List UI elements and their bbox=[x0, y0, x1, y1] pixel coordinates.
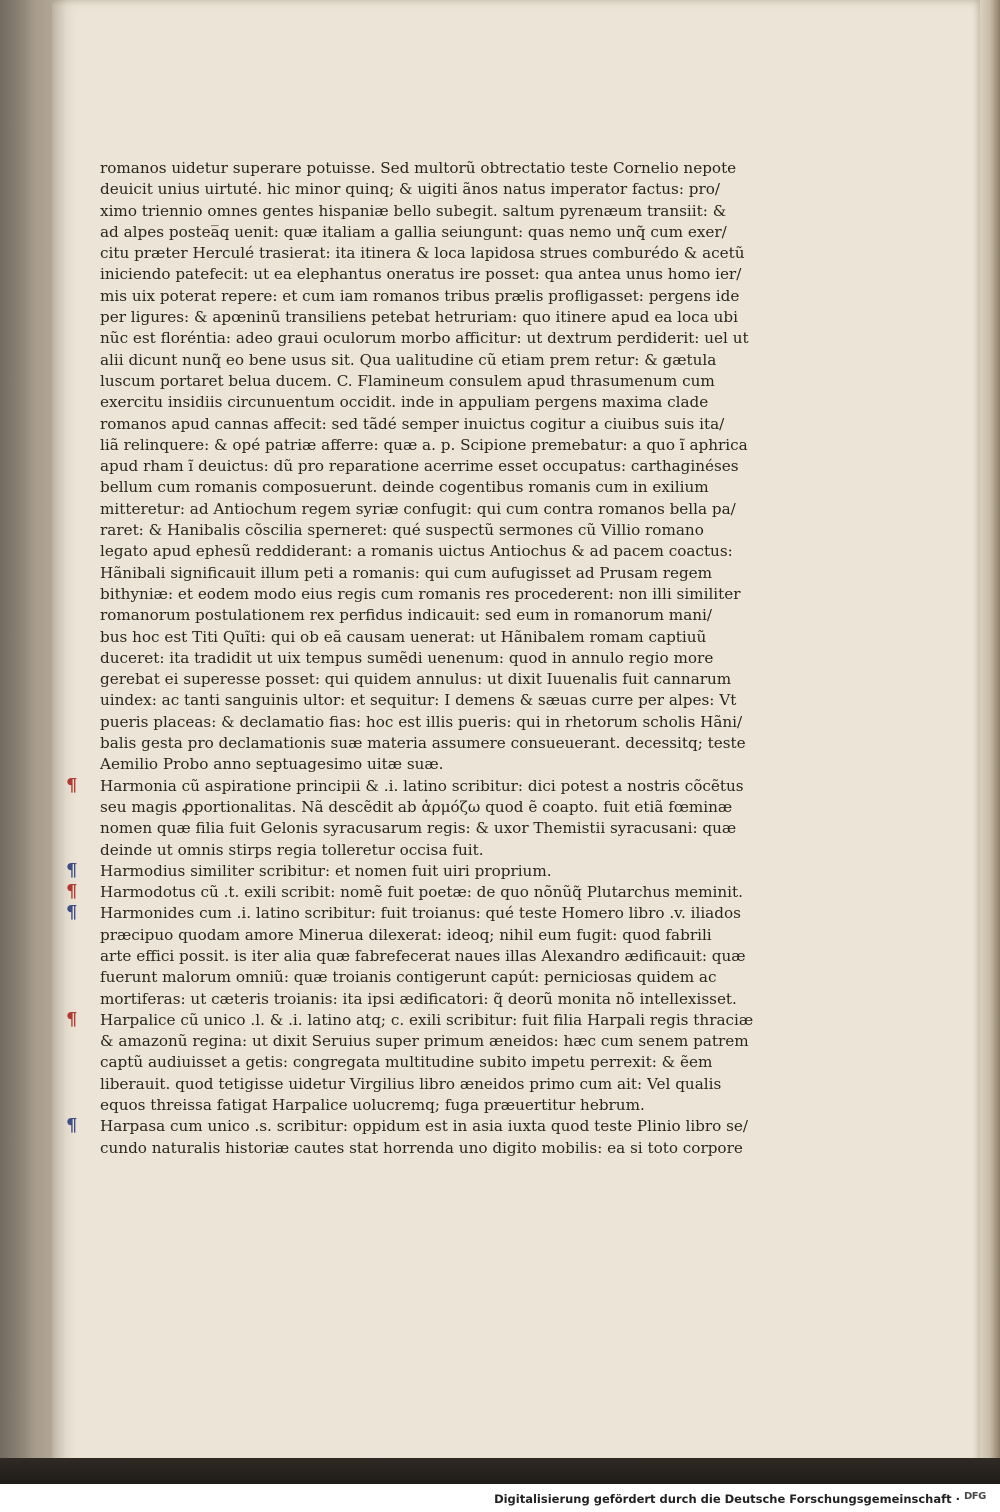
entry-line: nomen quæ filia fuit Gelonis syracusarum regis: & uxor Themistii syracusani: quæ bbox=[100, 819, 737, 838]
text-line: uindex: ac tanti sanguinis ultor: et sequitur: I demens & sæuas curre per alpes: Vt bbox=[100, 691, 737, 710]
text-line: Hãnibali significauit illum peti a romanis: qui cum aufugisset ad Prusam regem bbox=[100, 563, 713, 582]
paragraph-mark-icon: ¶ bbox=[66, 859, 78, 881]
text-line: deuicit unius uirtuté. hic minor quinq; & uigiti ãnos natus imperator factus: pro/ bbox=[100, 180, 721, 199]
text-line: exercitu insidiis circunuentum occidit. inde in appuliam pergens maxima clade bbox=[100, 393, 709, 412]
entry-text: Harmonides cum .i. latino scribitur: fuit troianus: qué teste Homero libro .v. iliados bbox=[100, 904, 741, 923]
text-line: bus hoc est Titi Quĩti: qui ob eã causam uenerat: ut Hãnibalem romam captiuũ bbox=[100, 627, 707, 646]
paragraph-mark-icon: ¶ bbox=[66, 902, 78, 924]
text-line: romanorum postulationem rex perfidus indicauit: sed eum in romanorum mani/ bbox=[100, 606, 713, 625]
entry-line: cundo naturalis historiæ cautes stat horrenda uno digito mobilis: ea si toto corpore bbox=[100, 1138, 743, 1157]
paragraph-mark-icon: ¶ bbox=[66, 1115, 78, 1137]
paragraph-mark-icon: ¶ bbox=[66, 881, 78, 903]
entry-line: equos threissa fatigat Harpalice uolucremq; fuga præuertitur hebrum. bbox=[100, 1096, 645, 1115]
paragraph-mark-icon: ¶ bbox=[66, 774, 78, 796]
text-line: mis uix poterat repere: et cum iam romanos tribus prælis profligasset: pergens ide bbox=[100, 286, 740, 305]
entry-first-line bbox=[66, 1115, 749, 1137]
text-line: gerebat ei superesse posset: qui quidem annulus: ut dixit Iuuenalis fuit cannarum bbox=[100, 670, 732, 689]
text-line: bellum cum romanis composuerunt. deinde cogentibus romanis cum in exilium bbox=[100, 478, 709, 497]
text-line: bithyniæ: et eodem modo eius regis cum romanis res procederent: non illi similiter bbox=[100, 584, 741, 603]
text-line: nũc est floréntia: adeo graui oculorum morbo afficitur: ut dextrum perdiderit: uel ut bbox=[100, 329, 749, 348]
entry-text: Harmodius similiter scribitur: et nomen fuit uiri proprium. bbox=[100, 861, 552, 880]
text-line: romanos apud cannas affecit: sed tãdé semper inuictus cogitur a ciuibus suis ita/ bbox=[100, 414, 725, 433]
text-line: ximo triennio omnes gentes hispaniæ bello subegit. saltum pyrenæum transiit: & bbox=[100, 201, 727, 220]
entry-first-line bbox=[66, 774, 744, 797]
text-line: luscum portaret belua ducem. C. Flamineum consulem apud thrasumenum cum bbox=[100, 371, 715, 390]
text-line: pueris placeas: & declamatio fias: hoc est illis pueris: qui in rhetorum scholis Hãni/ bbox=[100, 712, 743, 731]
entry-text: Harpasa cum unico .s. scribitur: oppidum est in asia iuxta quod teste Plinio libro se/ bbox=[100, 1117, 749, 1136]
digitization-footer bbox=[0, 1484, 1000, 1512]
text-line: per ligures: & apœninũ transiliens petebat hetruriam: quo itinere apud ea loca ubi bbox=[100, 308, 738, 327]
text-line: mitteretur: ad Antiochum regem syriæ confugit: qui cum contra romanos bella pa/ bbox=[100, 499, 736, 518]
main-text-block bbox=[66, 158, 754, 1159]
text-line: duceret: ita tradidit ut uix tempus sumẽdi uenenum: quod in annulo regio more bbox=[100, 648, 714, 667]
entry-line: captũ audiuisset a getis: congregata multitudine subito impetu perrexit: & ẽem bbox=[100, 1053, 713, 1072]
bottom-shadow bbox=[0, 1458, 1000, 1484]
entry-line: mortiferas: ut cæteris troianis: ita ipsi ædificatori: q̃ deorũ monita nõ intellexisset. bbox=[100, 989, 737, 1008]
entry-line: deinde ut omnis stirps regia tolleretur occisa fuit. bbox=[100, 840, 484, 859]
text-line: legato apud ephesũ reddiderant: a romanis uictus Antiochus & ad pacem coactus: bbox=[100, 542, 733, 561]
entry-line: præcipuo quodam amore Minerua dilexerat: ideoq; nihil eum fugit: quod fabrili bbox=[100, 925, 712, 944]
entry-line: arte effici possit. is iter alia quæ fabrefecerat naues illas Alexandro ædificauit: quæ bbox=[100, 946, 746, 965]
entry-text: Harmodotus cũ .t. exili scribit: nomẽ fuit poetæ: de quo nõnũq̃ Plutarchus meminit. bbox=[100, 883, 743, 902]
text-line: romanos uidetur superare potuisse. Sed multorũ obtrectatio teste Cornelio nepote bbox=[100, 159, 737, 177]
entry-text: Harmonia cũ aspiratione principii & .i. latino scribitur: dici potest a nostris cõcẽtus bbox=[100, 776, 744, 795]
paragraph-mark-icon: ¶ bbox=[66, 1008, 78, 1030]
entry-first-line bbox=[66, 1008, 754, 1031]
entry-first-line bbox=[66, 902, 741, 924]
text-line: Aemilio Probo anno septuagesimo uitæ suæ. bbox=[100, 755, 444, 774]
text-line: citu præter Herculé trasierat: ita itinera & loca lapidosa strues comburédo & acetũ bbox=[100, 244, 745, 263]
text-line: ad alpes postea̅q uenit: quæ italiam a gallia seiungunt: quas nemo unq̃ cum exer/ bbox=[100, 222, 727, 241]
text-line: iniciendo patefecit: ut ea elephantus oneratus ire posset: qua antea unus homo ier/ bbox=[100, 265, 742, 284]
footer-credit: Digitalisierung gefördert durch die Deutsche Forschungsgemeinschaft · bbox=[494, 1492, 960, 1506]
entry-text: Harpalice cũ unico .l. & .i. latino atq; c. exili scribitur: fuit filia Harpali regis thraciæ bbox=[100, 1010, 754, 1029]
entry-line: seu magis ꝓportionalitas. Nã descẽdit ab ἁρμόζω quod ẽ coapto. fuit etiã fœminæ bbox=[100, 797, 733, 816]
page-fore-edge bbox=[980, 0, 1000, 1484]
entry-first-line bbox=[66, 859, 700, 882]
entry-first-line bbox=[66, 881, 743, 903]
entry-line: liberauit. quod tetigisse uidetur Virgilius libro æneidos primo cum ait: Vel qualis bbox=[100, 1074, 722, 1093]
text-line: alii dicunt nunq̃ eo bene usus sit. Qua ualitudine cũ etiam prem retur: & gætula bbox=[100, 350, 717, 369]
facing-page-edge bbox=[0, 0, 60, 1512]
dfg-logo: DFG bbox=[964, 1491, 986, 1502]
text-line: balis gesta pro declamationis suæ materia assumere consueuerant. decessitq; teste bbox=[100, 734, 746, 753]
entry-line: fuerunt malorum omniũ: quæ troianis contigerunt capút: perniciosas quidem ac bbox=[100, 968, 717, 987]
text-line: raret: & Hanibalis cõscilia sperneret: qué suspectũ sermones cũ Villio romano bbox=[100, 521, 704, 540]
text-line: apud rham ĩ deuictus: dũ pro reparatione acerrime esset occupatus: carthaginéses bbox=[100, 457, 739, 476]
text-line: liã relinquere: & opé patriæ afferre: quæ a. p. Scipione premebatur: a quo ĩ aphrica bbox=[100, 435, 748, 454]
entry-line: & amazonũ regina: ut dixit Seruius super primum æneidos: hæc cum senem patrem bbox=[100, 1032, 749, 1051]
